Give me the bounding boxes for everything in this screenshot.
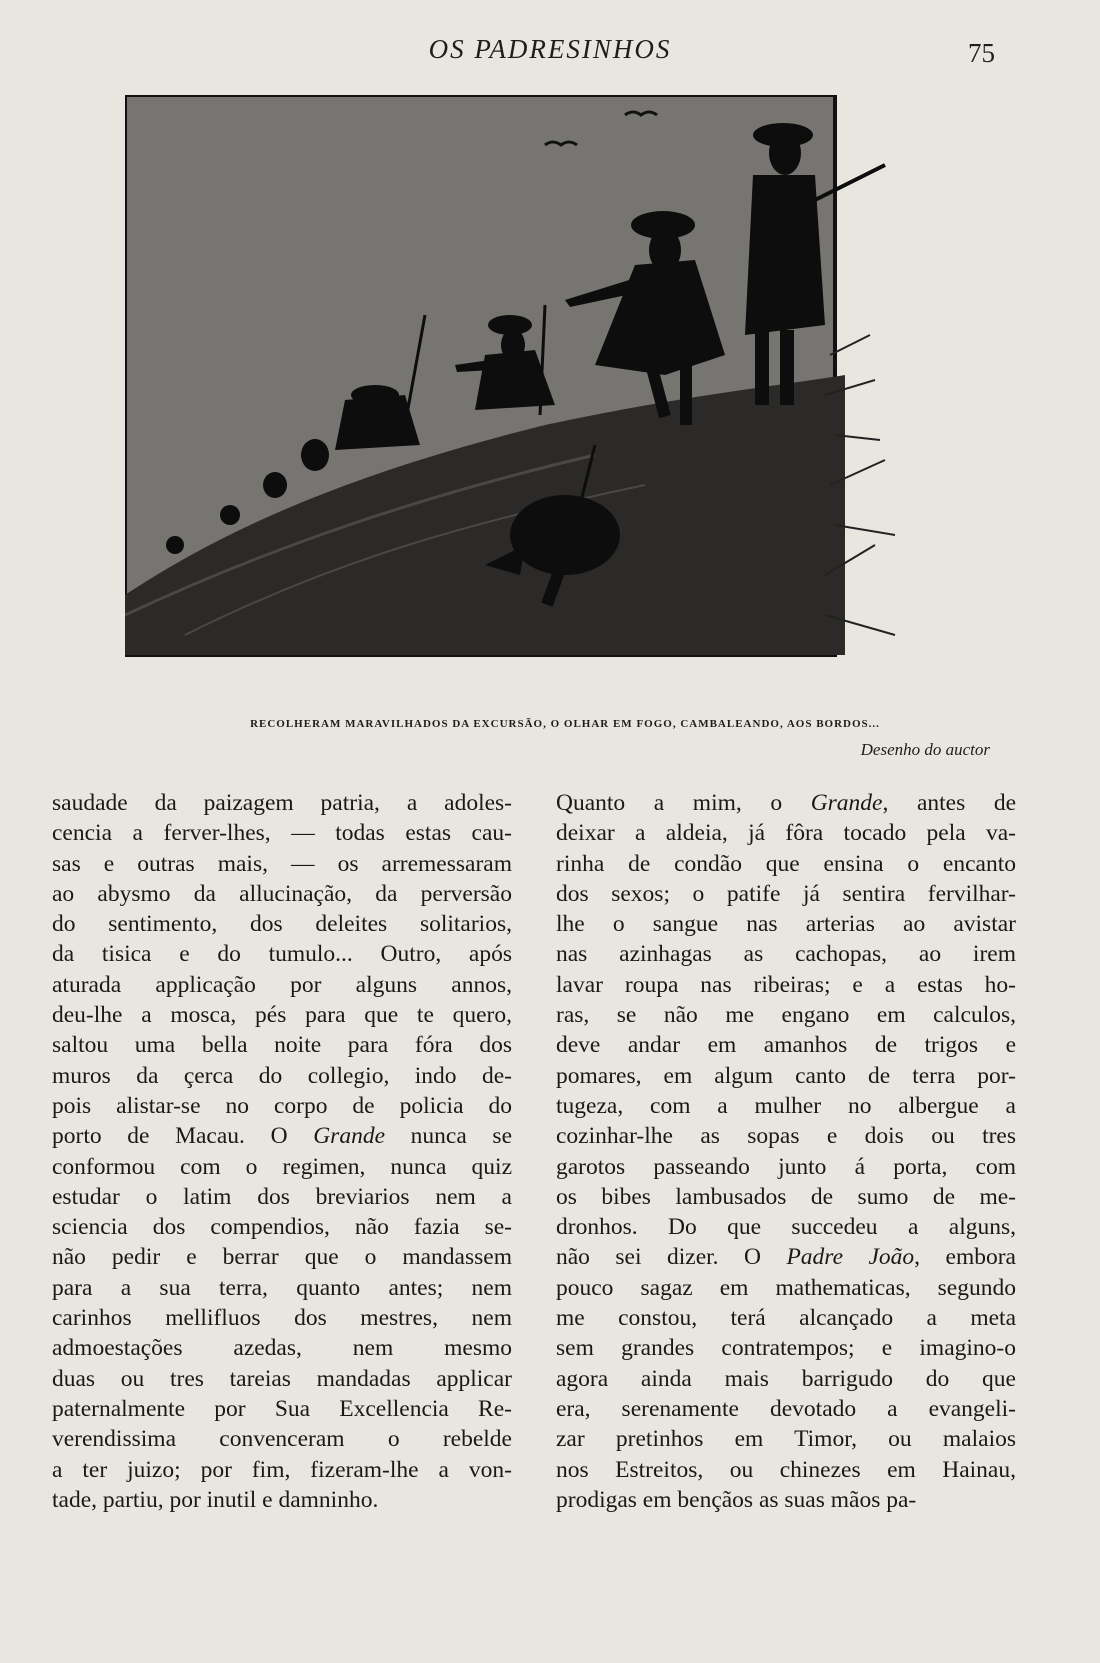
text-line: os bibes lambusados de sumo de me-: [556, 1183, 1016, 1210]
text-line: ras, se não me engano em calculos,: [556, 1002, 1016, 1029]
text-line: saudade da paizagem patria, a adoles-: [52, 790, 512, 816]
text-line: tugeza, com a mulher no albergue a: [556, 1092, 1016, 1119]
text-line: aturada applicação por alguns annos,: [52, 971, 512, 998]
text-line: admoestações azedas, nem mesmo: [52, 1335, 512, 1362]
text-line: garotos passeando junto á porta, com: [556, 1153, 1016, 1180]
text-line: me constou, terá alcançado a meta: [556, 1305, 1016, 1332]
text-line: [556, 1242, 1016, 1272]
figure-caption: RECOLHERAM MARAVILHADOS DA EXCURSÃO, O OLHAR EM FOGO, CAMBALEANDO, AOS BORDOS...: [250, 718, 880, 730]
page-number: 75: [968, 38, 995, 68]
text-line: era, serenamente devotado a evangeli-: [556, 1395, 1016, 1422]
text-line: pouco sagaz em mathematicas, segundo: [556, 1274, 1016, 1301]
text-fragment: , antes de: [882, 790, 1016, 816]
text-line: sas e outras mais, — os arremessaram: [52, 850, 512, 877]
text-line: [52, 1121, 512, 1151]
left-text-column: [52, 788, 512, 1515]
text-line: a ter juizo; por fim, fizeram-lhe a von-: [52, 1456, 512, 1483]
italic-word: Grande: [810, 790, 883, 816]
text-line: pomares, em algum canto de terra por-: [556, 1062, 1016, 1089]
text-line: para a sua terra, quanto antes; nem: [52, 1274, 512, 1301]
text-line: pois alistar-se no corpo de policia do: [52, 1092, 512, 1119]
text-line: saltou uma bella noite para fóra dos: [52, 1032, 512, 1059]
text-line: deixar a aldeia, já fôra tocado pela va-: [556, 820, 1016, 847]
text-fragment: Quanto a mim, o: [556, 790, 811, 816]
text-line: dronhos. Do que succedeu a alguns,: [556, 1214, 1016, 1241]
figure-credit: Desenho do auctor: [860, 740, 990, 759]
text-line: rinha de condão que ensina o encanto: [556, 850, 1016, 877]
text-fragment: , embora: [914, 1244, 1016, 1271]
text-line: carinhos mellifluos dos mestres, nem: [52, 1305, 512, 1332]
text-line: nos Estreitos, ou chinezes em Hainau,: [556, 1456, 1016, 1483]
text-line: do sentimento, dos deleites solitarios,: [52, 911, 512, 938]
text-line: agora ainda mais barrigudo do que: [556, 1365, 1016, 1392]
text-line: estudar o latim dos breviarios nem a: [52, 1183, 512, 1210]
silhouette-illustration: [125, 95, 1005, 695]
text-line: da tisica e do tumulo... Outro, após: [52, 941, 512, 968]
text-line: muros da çerca do collegio, indo de-: [52, 1062, 512, 1089]
text-line: cozinhar-lhe as sopas e dois ou tres: [556, 1123, 1016, 1150]
text-line: sem grandes contratempos; e imagino-o: [556, 1335, 1016, 1362]
text-line: cencia a ferver-lhes, — todas estas cau-: [52, 820, 512, 847]
text-fragment: porto de Macau. O: [52, 1123, 314, 1150]
text-line: tade, partiu, por inutil e damninho.: [52, 1486, 379, 1513]
text-line: verendissima convenceram o rebelde: [52, 1426, 512, 1453]
italic-word: Padre João: [786, 1244, 915, 1271]
text-line: duas ou tres tareias mandadas applicar: [52, 1365, 512, 1392]
text-line: não pedir e berrar que o mandassem: [52, 1244, 512, 1271]
text-line: paternalmente por Sua Excellencia Re-: [52, 1395, 512, 1422]
text-line: sciencia dos compendios, não fazia se-: [52, 1214, 512, 1241]
text-line: conformou com o regimen, nunca quiz: [52, 1153, 512, 1180]
text-line: prodigas em bençãos as suas mãos pa-: [556, 1486, 917, 1513]
text-line: lhe o sangue nas arterias ao avistar: [556, 911, 1016, 938]
text-line: nas azinhagas as cachopas, ao irem: [556, 941, 1016, 968]
text-line: lavar roupa nas ribeiras; e a estas ho-: [556, 971, 1016, 998]
italic-word: Grande: [313, 1123, 385, 1150]
right-text-column: [556, 788, 1016, 1515]
text-line: zar pretinhos em Timor, ou malaios: [556, 1426, 1016, 1453]
text-fragment: não sei dizer. O: [556, 1244, 787, 1271]
text-line: ao abysmo da allucinação, da perversão: [52, 880, 512, 907]
text-line: [556, 788, 1016, 818]
text-fragment: nunca se: [385, 1123, 512, 1150]
running-title: OS PADRESINHOS: [428, 34, 672, 64]
text-line: deve andar em amanhos de trigos e: [556, 1032, 1016, 1059]
text-line: deu-lhe a mosca, pés para que te quero,: [52, 1002, 512, 1029]
text-line: dos sexos; o patife já sentira fervilhar-: [556, 880, 1016, 907]
